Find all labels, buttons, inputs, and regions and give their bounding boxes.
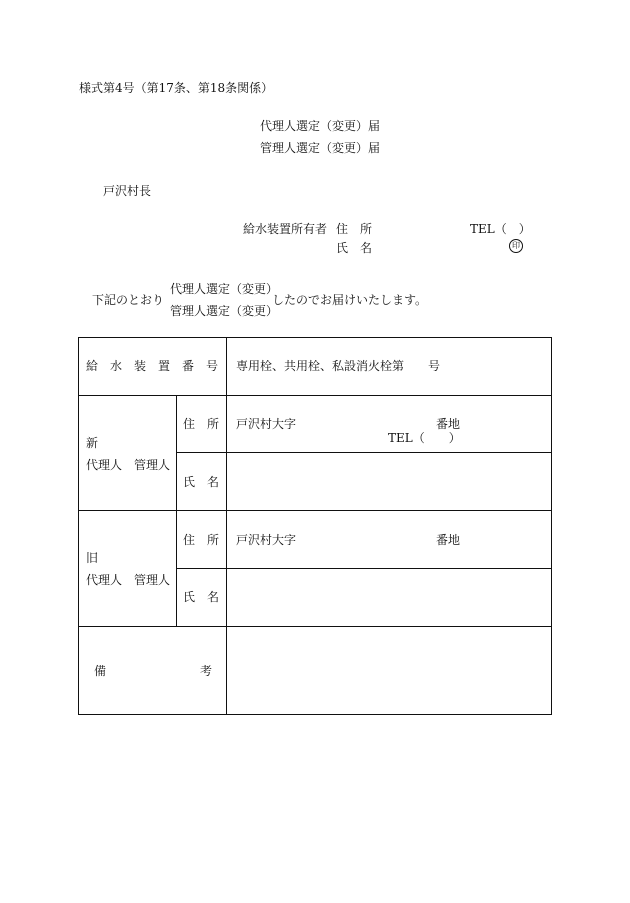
new-section-label: 代理人 管理人 [86,458,171,472]
old-section-mark: 旧 [86,551,99,565]
owner-role-label: 給水装置所有者 [243,222,328,236]
old-address-village: 戸沢村大字 [236,533,297,547]
old-address-label: 住 所 [183,533,220,547]
new-address-village: 戸沢村大字 [236,417,297,431]
table-border-top [78,337,552,338]
device-number-value: 専用栓、共用栓、私設消火栓第 号 [236,359,441,373]
owner-tel-label: TEL（ ） [470,222,531,236]
new-name-label: 氏 名 [183,475,220,489]
statement-option-manager: 管理人選定（変更） [170,304,279,318]
addressee: 戸沢村長 [103,184,152,198]
statement-prefix: 下記のとおり [92,293,165,307]
table-border-bottom [78,714,552,715]
new-address-label: 住 所 [183,417,220,431]
table-column-divider [226,337,227,715]
table-row-divider [176,452,552,453]
new-section-mark: 新 [86,436,99,450]
title-agent: 代理人選定（変更）届 [260,119,381,133]
old-name-label: 氏 名 [183,590,220,604]
table-border-left [78,337,79,715]
table-border-right [551,337,552,715]
statement-option-agent: 代理人選定（変更） [170,282,279,296]
title-manager: 管理人選定（変更）届 [260,141,381,155]
table-row-divider [78,395,552,396]
remarks-label-second: 考 [200,664,213,678]
new-address-banchi: 番地 [436,417,461,431]
old-section-label: 代理人 管理人 [86,573,171,587]
owner-name-label: 氏 名 [336,241,373,255]
owner-address-label: 住 所 [336,222,373,236]
table-row-divider [78,510,552,511]
seal-mark: 印 [509,239,523,253]
device-number-label: 給 水 装 置 番 号 [86,359,219,373]
old-address-banchi: 番地 [436,533,461,547]
new-tel: TEL（ ） [388,431,461,445]
table-subcolumn-divider [176,395,177,627]
form-number: 様式第4号（第17条、第18条関係） [79,81,274,95]
remarks-label-first: 備 [94,664,107,678]
table-row-divider [78,626,552,627]
table-row-divider [176,568,552,569]
statement-suffix: したのでお届けいたします。 [272,293,428,307]
